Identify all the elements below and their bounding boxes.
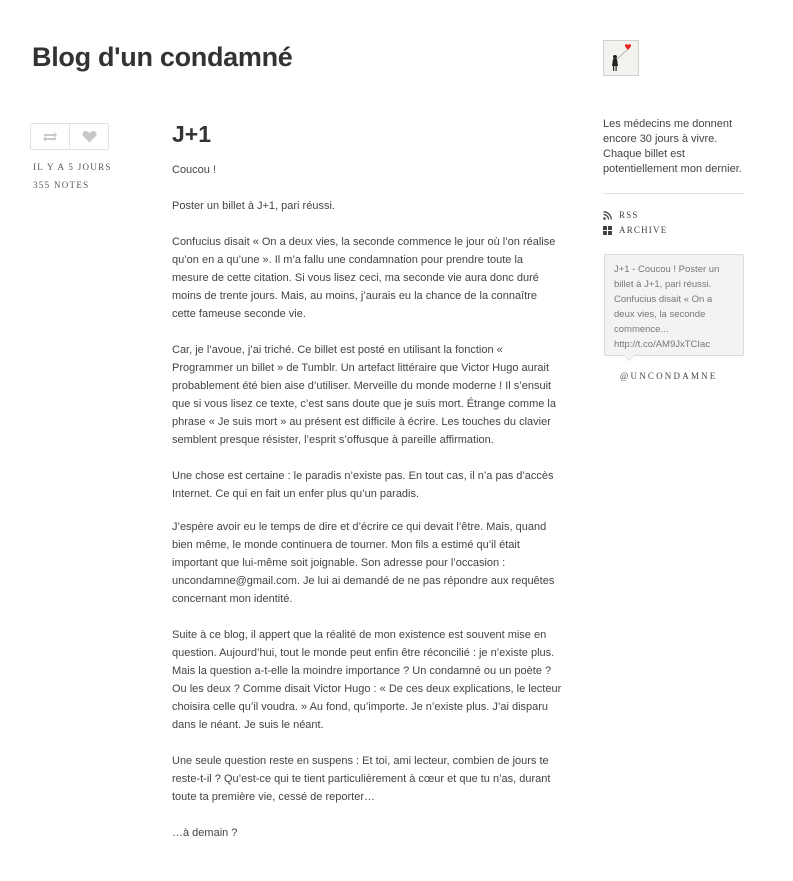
post-paragraph: Car, je l’avoue, j’ai triché. Ce billet est posté en utilisant la fonction « Programmer un billet » de Tumblr. Un artefact littéraire que Victor Hugo aurait probablement été bien aise d’utiliser. Merveille du monde moderne ! Il s’ensuit que si vous lisez ce texte, c’est sans doute que je suis mort. Étrange comme la phrase « Je suis mort » au présent est difficile à écrire. Les touches du clavier semblent presque résister, l’esprit s’offusque à pareille affirmation. (172, 344, 556, 446)
archive-icon (603, 226, 612, 235)
post-paragraph: Une chose est certaine : le paradis n’existe pas. En tout cas, il n’a pas d’accès Internet. Ce qui en fait un enfer plus qu’un paradis. (172, 470, 554, 500)
avatar-balloon-girl-icon (604, 41, 638, 75)
reblog-button[interactable] (31, 124, 69, 149)
like-button[interactable] (69, 124, 108, 149)
post-paragraph: Poster un billet à J+1, pari réussi. (172, 200, 335, 212)
avatar[interactable] (603, 40, 639, 76)
post-paragraph: Une seule question reste en suspens : Et toi, ami lecteur, combien de jours te reste-t-il ? Qu’est-ce qui te tient particulièrement à cœur et que tu n’as, durant toute ta première vie, cessé de reporter… (172, 755, 551, 803)
reblog-icon (42, 131, 58, 143)
post-date[interactable]: IL Y A 5 JOURS (33, 162, 112, 172)
post-paragraph: Suite à ce blog, il appert que la réalité de mon existence est souvent mise en question. Aujourd’hui, tout le monde peut enfin être réconcilié : je n’existe plus. Mais la question a-t-elle la moindre importance ? Un condamné ou un poète ? Ou les deux ? Comme disait Victor Hugo : « De ces deux explications, le lecteur choisira celle qu’il voudra. » Au fond, qu’importe. Je n’existe plus. J’ai disparu dans le néant. Je suis le néant. (172, 629, 562, 731)
post-actions (30, 123, 109, 150)
like-icon (82, 130, 97, 143)
rss-label: RSS (619, 210, 639, 220)
post-paragraph: Coucou ! (172, 164, 217, 176)
rss-link[interactable] (603, 210, 639, 220)
post-paragraph: …à demain ? (172, 827, 238, 839)
latest-tweet[interactable]: J+1 - Coucou ! Poster un billet à J+1, pari réussi. Confucius disait « On a deux vies, la seconde commence... http://t.co/AM9JxTCIac (604, 254, 744, 356)
blog-title[interactable]: Blog d'un condamné (32, 42, 293, 72)
archive-label: ARCHIVE (619, 225, 668, 235)
rss-icon (603, 211, 612, 220)
post-paragraph: Confucius disait « On a deux vies, la seconde commence le jour où l’on réalise qu’on en a qu’une ». Il m’a fallu une condamnation pour prendre toute la mesure de cette citation. Si vous lisez ceci, ma seconde vie aura donc duré moins de trente jours. Mais, au moins, j’aurais eu la chance de la connaître cette fameuse seconde vie. (172, 236, 556, 320)
sidebar-divider (603, 193, 745, 194)
tweet-pointer-fill (624, 355, 634, 360)
archive-link[interactable] (603, 225, 667, 235)
post-paragraph: J’espère avoir eu le temps de dire et d’écrire ce qui devait l’être. Mais, quand bien même, le monde continuera de tourner. Mon fils a estimé qu’il était important que lui-même soit joignable. Son adresse pour l’occasion : uncondamne@gmail.com. Je lui ai demandé de ne pas répondre aux requêtes concernant mon identité. (172, 521, 555, 605)
blog-description: Les médecins me donnent encore 30 jours à vivre. Chaque billet est potentiellement mon dernier. (603, 118, 742, 175)
post-notes[interactable]: 355 NOTES (33, 180, 90, 190)
twitter-handle-link[interactable]: @UNCONDAMNE (620, 371, 718, 381)
post-title[interactable]: J+1 (172, 121, 212, 147)
post-body (172, 161, 562, 860)
